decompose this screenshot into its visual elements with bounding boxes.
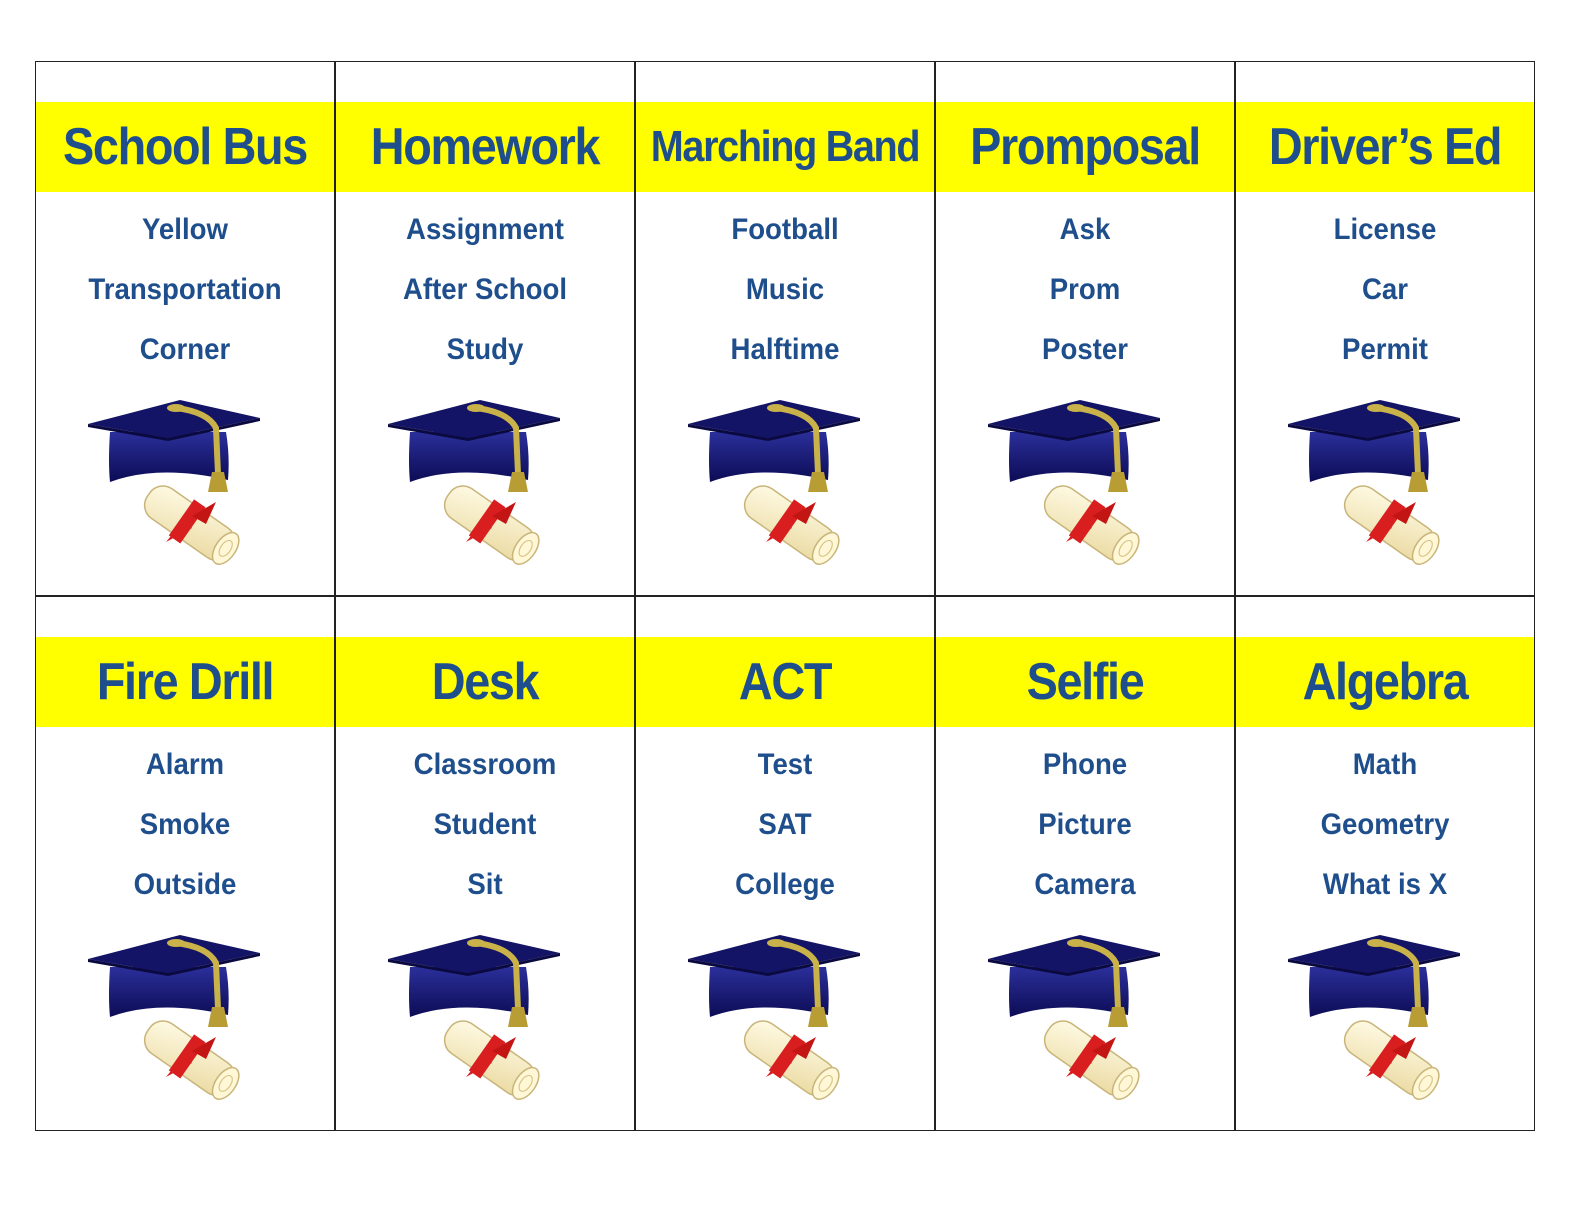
taboo-word: What is X [1322, 868, 1448, 901]
taboo-word: License [1333, 213, 1437, 246]
graduation-cap-diploma-icon [388, 927, 568, 1107]
taboo-word: Assignment [406, 213, 564, 246]
taboo-word: Transportation [88, 273, 282, 306]
card-title: Fire Drill [96, 653, 274, 711]
taboo-word: Camera [1034, 868, 1136, 901]
taboo-word: Phone [1042, 748, 1128, 781]
taboo-word-list [1236, 200, 1534, 380]
taboo-word-list [936, 735, 1234, 915]
card-title: Algebra [1302, 653, 1468, 711]
taboo-word: Study [446, 333, 524, 366]
card-act [635, 596, 935, 1131]
taboo-word: Picture [1038, 808, 1132, 841]
taboo-word-list [936, 200, 1234, 380]
taboo-word: SAT [758, 808, 812, 841]
taboo-word: Corner [139, 333, 231, 366]
taboo-word: Car [1361, 273, 1409, 306]
card-title: Marching Band [650, 122, 920, 171]
card-title: ACT [738, 653, 832, 711]
graduation-cap-diploma-icon [88, 392, 268, 572]
card-promposal [935, 61, 1235, 596]
card-title: Desk [431, 653, 539, 711]
taboo-word-list [636, 735, 934, 915]
card-title: Selfie [1026, 653, 1144, 711]
taboo-word: Test [757, 748, 813, 781]
taboo-word: Geometry [1320, 808, 1450, 841]
taboo-word-list [36, 735, 334, 915]
graduation-cap-diploma-icon [388, 392, 568, 572]
taboo-word: Music [745, 273, 825, 306]
card-row-top [35, 61, 1535, 596]
taboo-word: Student [433, 808, 537, 841]
taboo-word: Football [731, 213, 839, 246]
graduation-cap-diploma-icon [1288, 392, 1468, 572]
taboo-word-list [336, 200, 634, 380]
graduation-cap-diploma-icon [688, 927, 868, 1107]
taboo-word: College [735, 868, 835, 901]
taboo-word: Alarm [145, 748, 225, 781]
taboo-word: Permit [1342, 333, 1428, 366]
taboo-word: Smoke [139, 808, 231, 841]
taboo-word: Ask [1059, 213, 1111, 246]
card-selfie [935, 596, 1235, 1131]
graduation-cap-diploma-icon [988, 392, 1168, 572]
taboo-word: Poster [1042, 333, 1128, 366]
card-desk [335, 596, 635, 1131]
card-title: Homework [370, 118, 600, 176]
graduation-cap-diploma-icon [688, 392, 868, 572]
taboo-word-list [1236, 735, 1534, 915]
taboo-word: After School [402, 273, 568, 306]
taboo-word: Outside [133, 868, 237, 901]
taboo-word: Math [1352, 748, 1418, 781]
taboo-word: Yellow [142, 213, 228, 246]
card-title: School Bus [63, 118, 307, 176]
graduation-cap-diploma-icon [988, 927, 1168, 1107]
taboo-word: Classroom [413, 748, 557, 781]
taboo-word: Prom [1049, 273, 1121, 306]
card-row-bottom [35, 596, 1535, 1131]
taboo-word-list [36, 200, 334, 380]
taboo-card-sheet [35, 61, 1535, 1131]
taboo-word-list [636, 200, 934, 380]
card-title: Driver’s Ed [1268, 118, 1502, 176]
card-marching-band [635, 61, 935, 596]
taboo-word: Halftime [730, 333, 840, 366]
card-fire-drill [35, 596, 335, 1131]
taboo-word-list [336, 735, 634, 915]
card-algebra [1235, 596, 1535, 1131]
taboo-word: Sit [467, 868, 503, 901]
card-title: Promposal [970, 118, 1200, 176]
card-drivers-ed [1235, 61, 1535, 596]
graduation-cap-diploma-icon [1288, 927, 1468, 1107]
card-school-bus [35, 61, 335, 596]
graduation-cap-diploma-icon [88, 927, 268, 1107]
card-homework [335, 61, 635, 596]
